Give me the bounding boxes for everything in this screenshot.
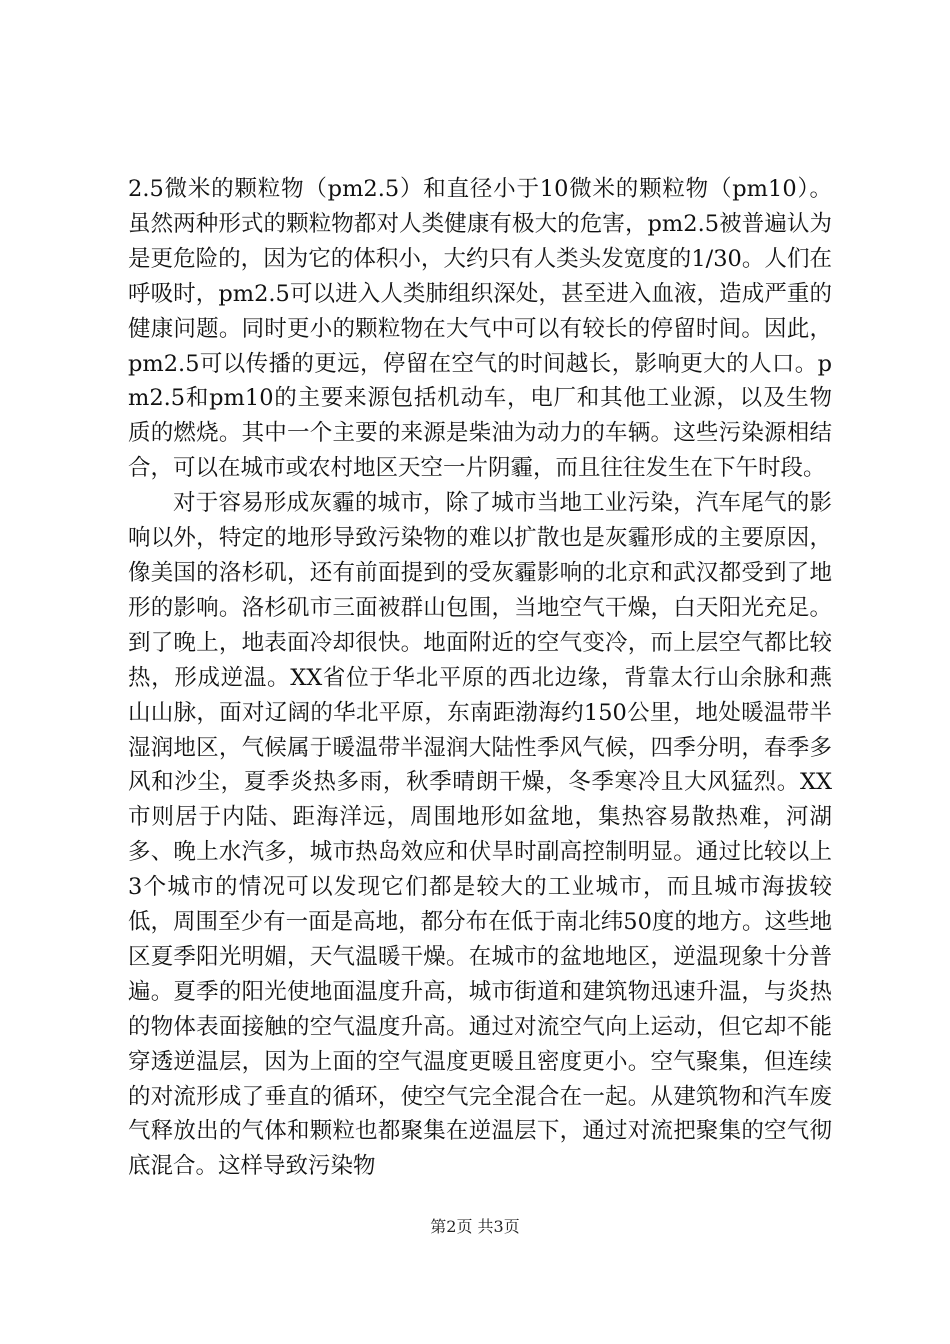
paragraph-terrain-haze: 对于容易形成灰霾的城市，除了城市当地工业污染，汽车尾气的影响以外，特定的地形导致污染物的难以扩散也是灰霾形成的主要原因，像美国的洛杉矶，还有前面提到的受灰霾影响的北京和武汉都受到了地形的影响。洛杉矶市三面被群山包围，当地空气干燥，白天阳光充足。到了晚上，地表面冷却很快。地面附近的空气变冷，而上层空气都比较热，形成逆温。XX省位于华北平原的西北边缘，背靠太行山余脉和燕山山脉，面对辽阔的华北平原，东南距渤海约150公里，地处暖温带半湿润地区，气候属于暖温带半湿润大陆性季风气候，四季分明，春季多风和沙尘，夏季炎热多雨，秋季晴朗干燥，冬季寒冷且大风猛烈。XX市则居于内陆、距海洋远，周围地形如盆地，集热容易散热难，河湖多、晚上水汽多，城市热岛效应和伏旱时副高控制明显。通过比较以上3个城市的情况可以发现它们都是较大的工业城市，而且城市海拔较低，周围至少有一面是高地，都分布在低于南北纬50度的地方。这些地区夏季阳光明媚，天气温暖干燥。在城市的盆地地区，逆温现象十分普遍。夏季的阳光使地面温度升高，城市街道和建筑物迅速升温，与炎热的物体表面接触的空气温度升高。通过对流空气向上运动，但它却不能穿透逆温层，因为上面的空气温度更暖且密度更小。空气聚集，但连续的对流形成了垂直的循环，使空气完全混合在一起。从建筑物和汽车废气释放出的气体和颗粒也都聚集在逆温层下，通过对流把聚集的空气彻底混合。这样导致污染物 [128,490,832,1180]
paragraph-continued: 2.5微米的颗粒物（pm2.5）和直径小于10微米的颗粒物（pm10）。虽然两种形式的颗粒物都对人类健康有极大的危害，pm2.5被普遍认为是更危险的，因为它的体积小，大约只有人类头发宽度的1/30。人们在呼吸时，pm2.5可以进入人类肺组织深处，甚至进入血液，造成严重的健康问题。同时更小的颗粒物在大气中可以有较长的停留时间。因此，pm2.5可以传播的更远，停留在空气的时间越长，影响更大的人口。pm2.5和pm10的主要来源包括机动车，电厂和其他工业源，以及生物质的燃烧。其中一个主要的来源是柴油为动力的车辆。这些污染源相结合，可以在城市或农村地区天空一片阴霾，而且往往发生在下午时段。 [128,176,832,482]
page-number-footer: 第2页 共3页 [430,1217,520,1236]
document-body [128,172,832,1184]
